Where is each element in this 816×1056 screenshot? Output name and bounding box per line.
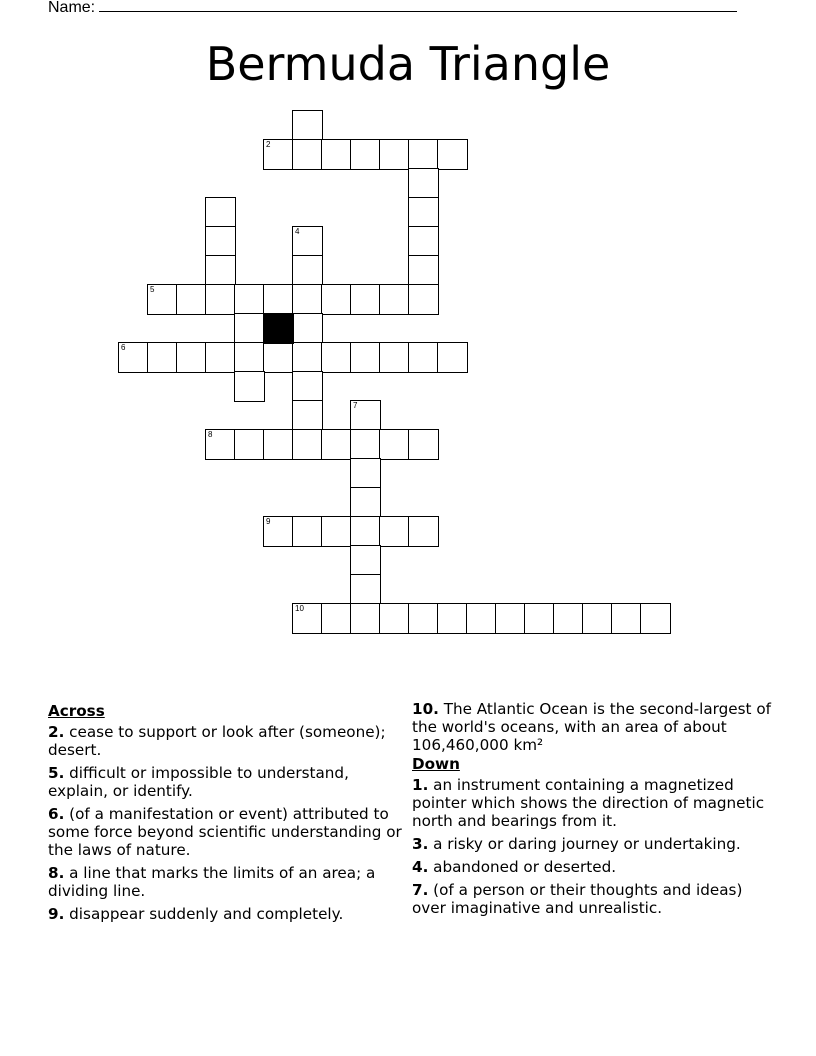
grid-cell[interactable]	[611, 603, 642, 634]
grid-cell[interactable]	[147, 284, 178, 315]
clue-across-9: 9. disappear suddenly and completely.	[48, 905, 344, 923]
grid-cell[interactable]	[292, 516, 323, 547]
grid-cell[interactable]	[321, 516, 352, 547]
grid-cell[interactable]	[292, 110, 323, 141]
grid-cell[interactable]	[350, 574, 381, 605]
across-heading: Across	[48, 702, 105, 720]
grid-cell[interactable]	[234, 313, 265, 344]
grid-cell[interactable]	[350, 487, 381, 518]
grid-cell[interactable]	[408, 284, 439, 315]
puzzle-title: Bermuda Triangle	[205, 37, 611, 91]
grid-cell[interactable]	[234, 342, 265, 373]
grid-cell[interactable]	[640, 603, 671, 634]
clue-across-8: 8. a line that marks the limits of an area; a dividing line.	[48, 864, 376, 900]
name-label: Name:	[48, 0, 96, 16]
clue-number: 4	[295, 227, 300, 236]
grid-cell[interactable]	[379, 284, 410, 315]
grid-cell[interactable]	[205, 342, 236, 373]
grid-cell[interactable]	[437, 342, 468, 373]
grid-cell[interactable]	[205, 284, 236, 315]
grid-cell[interactable]	[205, 255, 236, 286]
grid-cell[interactable]	[234, 371, 265, 402]
clue-number: 6	[121, 343, 126, 352]
grid-cell[interactable]	[350, 139, 381, 170]
grid-black-cell	[263, 313, 294, 344]
grid-cell[interactable]	[350, 545, 381, 576]
grid-cell[interactable]	[379, 429, 410, 460]
grid-cell[interactable]	[292, 226, 323, 257]
grid-cell[interactable]	[408, 168, 439, 199]
grid-cell[interactable]	[408, 139, 439, 170]
grid-cell[interactable]	[408, 516, 439, 547]
grid-cell[interactable]	[350, 400, 381, 431]
grid-cell[interactable]	[321, 603, 352, 634]
grid-cell[interactable]	[408, 197, 439, 228]
grid-cell[interactable]	[321, 139, 352, 170]
clue-across-2: 2. cease to support or look after (someone); desert.	[48, 723, 386, 759]
grid-cell[interactable]	[553, 603, 584, 634]
grid-cell[interactable]	[379, 139, 410, 170]
clue-number: 8	[208, 430, 213, 439]
clue-across-6: 6. (of a manifestation or event) attributed to some force beyond scientific understanding or the laws of nature.	[48, 805, 402, 859]
grid-cell[interactable]	[263, 429, 294, 460]
grid-cell[interactable]	[292, 313, 323, 344]
clue-down-4: 4. abandoned or deserted.	[412, 858, 617, 876]
grid-cell[interactable]	[495, 603, 526, 634]
grid-cell[interactable]	[176, 284, 207, 315]
grid-cell[interactable]	[292, 371, 323, 402]
grid-cell[interactable]	[437, 603, 468, 634]
grid-cell[interactable]	[176, 342, 207, 373]
grid-cell[interactable]	[263, 516, 294, 547]
grid-cell[interactable]	[524, 603, 555, 634]
clue-number: 5	[150, 285, 155, 294]
clue-number: 7	[353, 401, 358, 410]
grid-cell[interactable]	[205, 429, 236, 460]
clues-left-column	[48, 700, 406, 928]
clue-down-7: 7. (of a person or their thoughts and ideas) over imaginative and unrealistic.	[412, 881, 743, 917]
grid-cell[interactable]	[263, 342, 294, 373]
grid-cell[interactable]	[582, 603, 613, 634]
grid-cell[interactable]	[408, 226, 439, 257]
grid-cell[interactable]	[408, 429, 439, 460]
clue-down-1: 1. an instrument containing a magnetized pointer which shows the direction of magnetic north and bearings from it.	[412, 776, 765, 830]
grid-cell[interactable]	[147, 342, 178, 373]
grid-cell[interactable]	[321, 342, 352, 373]
clue-across-5: 5. difficult or impossible to understand, explain, or identify.	[48, 764, 349, 800]
clue-down-3: 3. a risky or daring journey or undertaking.	[412, 835, 741, 853]
down-heading: Down	[412, 755, 460, 773]
grid-cell[interactable]	[321, 429, 352, 460]
grid-cell[interactable]	[292, 429, 323, 460]
grid-cell[interactable]	[292, 342, 323, 373]
grid-cell[interactable]	[437, 139, 468, 170]
clue-number: 10	[295, 604, 304, 613]
clue-number: 2	[266, 140, 271, 149]
grid-cell[interactable]	[205, 226, 236, 257]
grid-cell[interactable]	[350, 603, 381, 634]
grid-cell[interactable]	[292, 603, 323, 634]
grid-cell[interactable]	[379, 516, 410, 547]
grid-cell[interactable]	[408, 603, 439, 634]
grid-cell[interactable]	[466, 603, 497, 634]
grid-cell[interactable]	[205, 197, 236, 228]
grid-cell[interactable]	[263, 284, 294, 315]
grid-cell[interactable]	[292, 284, 323, 315]
grid-cell[interactable]	[234, 284, 265, 315]
grid-cell[interactable]	[350, 284, 381, 315]
grid-cell[interactable]	[321, 284, 352, 315]
grid-cell[interactable]	[350, 342, 381, 373]
grid-cell[interactable]	[379, 603, 410, 634]
grid-cell[interactable]	[350, 458, 381, 489]
grid-cell[interactable]	[408, 342, 439, 373]
clues-right-column	[412, 700, 776, 922]
grid-cell[interactable]	[234, 429, 265, 460]
grid-cell[interactable]	[350, 429, 381, 460]
clue-across-10: 10. The Atlantic Ocean is the second-largest of the world's oceans, with an area of about 106,460,000 km²	[412, 700, 771, 754]
grid-cell[interactable]	[292, 139, 323, 170]
grid-cell[interactable]	[292, 255, 323, 286]
grid-cell[interactable]	[118, 342, 149, 373]
grid-cell[interactable]	[292, 400, 323, 431]
grid-cell[interactable]	[408, 255, 439, 286]
grid-cell[interactable]	[263, 139, 294, 170]
grid-cell[interactable]	[350, 516, 381, 547]
clue-number: 9	[266, 517, 271, 526]
grid-cell[interactable]	[379, 342, 410, 373]
